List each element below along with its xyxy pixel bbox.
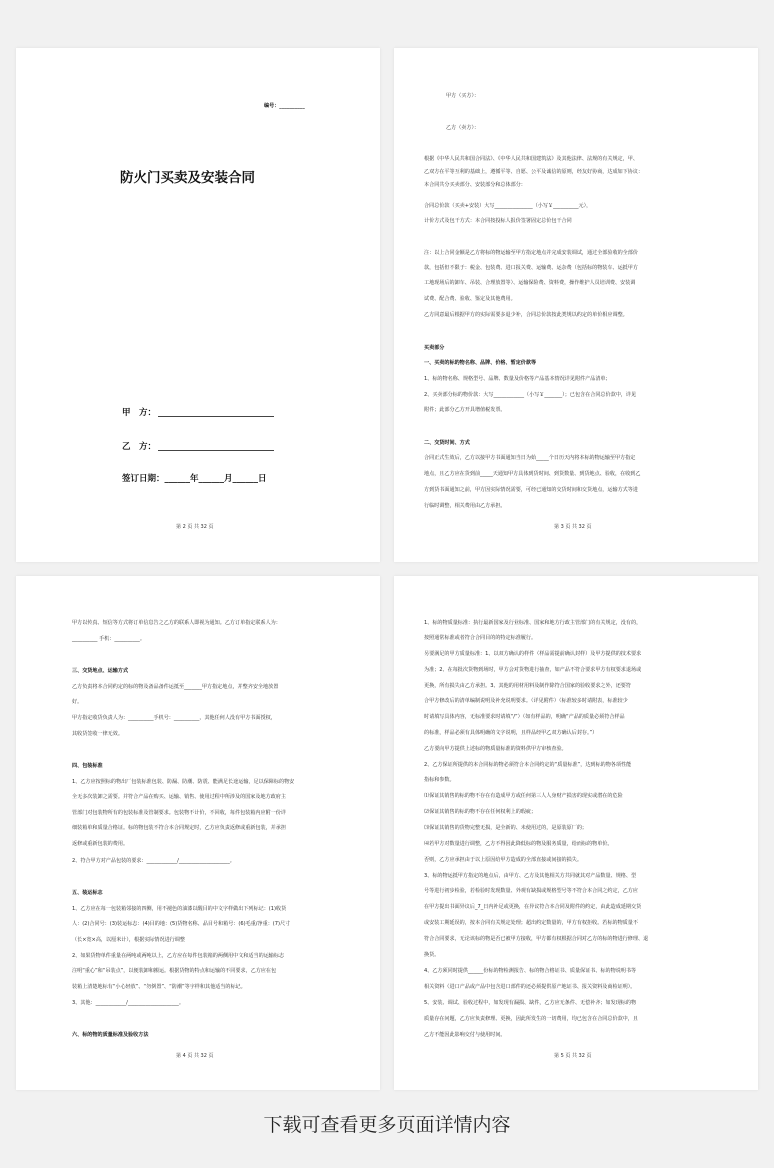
text-line: 合甲方修改后的清单编制说明及补充说明要求。（详见附件）（标准较多时请附表，标准较少 [424, 698, 628, 704]
party-a-blank [158, 416, 274, 417]
text-line: 4、乙方须同时提供______份标的物检测报告、标的物合格证书、质量保证书、标的物说明书等 [424, 968, 637, 974]
text-line: 管部门对包装物所有的包装标准及管制要求。包装物不计价，不回收，每件包装箱内应附一份详 [72, 810, 286, 816]
text-line: 5、安装、调试、验收过程中，如发现有漏损、缺件，乙方应无条件、无偿补齐；如发现标的物 [424, 1000, 637, 1006]
party-b-blank [158, 450, 274, 451]
text-line: __________ 手机：__________。 [72, 636, 145, 642]
section-heading: 二、交货时间、方式 [424, 440, 470, 446]
contract-number-label: 编号：__________ [264, 103, 305, 109]
section-heading: 四、包装标准 [72, 763, 103, 769]
text-line: 2、符合甲方对产品包装的要求：____________/____________________。 [72, 858, 235, 864]
download-caption: 下载可查看更多页面详情内容 [263, 1114, 511, 1136]
text-line: 符合合同要求，无论该标的物是否已被甲方接收，甲方都有权根据合同对乙方的标的物进行修理、退 [424, 936, 649, 942]
text-line: 附件；此部分乙方开具增值税发票。 [424, 407, 506, 413]
text-line: 质量存在问题，乙方应负责修理、更换，因此所发生的一切费用，均已包含在合同总价款中，且 [424, 1016, 638, 1022]
page-footer: 第 5 页 共 32 页 [554, 1053, 592, 1059]
text-line: （长×宽×高，以厘米计），根据实际情况进行调整 [72, 937, 185, 943]
contract-title: 防火门买卖及安装合同 [120, 170, 255, 186]
document-page-4 [16, 576, 380, 1090]
text-line: 甲方指定收货负责人为：__________手机号：__________，其他任何人没有甲方书面授权， [72, 715, 276, 721]
section-heading: 买卖部分 [424, 345, 445, 351]
text-line: 试费、配合费、验收、鉴定及其他费用。 [424, 296, 516, 302]
text-line: 乙方负责将本合同约定的标的物及备品备件运抵至_______甲方指定地点，并整齐安全地放置 [72, 684, 279, 690]
text-line: 其收货签收一律无效。 [72, 731, 123, 737]
text-line: 计价方式及包干方式：本合同按投标人报价签署固定总价包干合同 [424, 218, 572, 224]
text-line: 2、如果货物单件重量在两吨或两吨以上，乙方应在每件包装箱的两侧用中文和适当的运输标志 [72, 953, 285, 959]
section-heading: 六、标的物的质量标准及验收方法 [72, 1032, 149, 1038]
party-b-label: 乙 方： [122, 442, 157, 452]
sign-date-label: 签订日期：______年______月______日 [122, 474, 267, 484]
document-page-3 [394, 48, 758, 562]
text-line: 细装箱单和质量合格证。标的物包装不符合本合同规定时，乙方应负责返修或重新包装，并承担 [72, 825, 286, 831]
page-footer: 第 3 页 共 32 页 [554, 524, 592, 530]
text-line: 甲方（买方）： [446, 93, 480, 99]
text-line: 款，包括但不限于：税金、包装费、进口报关费、运输费、运杂费（包括标的物装车、运抵甲方 [424, 265, 638, 271]
section-heading: 三、交货地点、运输方式 [72, 668, 129, 674]
text-line: 3、其他：____________/____________________。 [72, 1000, 184, 1006]
text-line: 根据《中华人民共和国合同法》、《中华人民共和国建筑法》及其他法律、法规的有关规定，甲、 [424, 156, 638, 162]
text-line: 乙方（卖方）： [446, 125, 480, 131]
text-line: 否则，乙方应承担由于以上原因给甲方造成的全部直接或间接的损失。 [424, 857, 582, 863]
text-line: 乙双方在平等互利的基础上，遵循平等、自愿、公平及诚信的原则，经友好协商，达成如下协议： [424, 169, 644, 175]
text-line: 乙方要向甲方提供上述标的物质量标准的资料供甲方审核查验。 [424, 746, 567, 752]
text-line: 合同正式生效后，乙方以接甲方书面通知当日为始_____个日历天内将本标的物运输至甲方指定 [424, 455, 636, 461]
text-line: 的标准，样品必须有具体明确的文字说明，且样品经甲乙双方确认后封存。”） [424, 730, 598, 736]
text-line: 号等进行初步检验，若检验时发现数量、外观有缺损或规格型号等不符合本合同之约定，乙方应 [424, 888, 638, 894]
text-line: 指标和参数。 [424, 777, 455, 783]
text-line: 2、乙方保证所提供的本合同标的物必须符合本合同约定的“质量标准”，达到标的物各项性能 [424, 762, 632, 768]
text-line: 行临时调整，相关费用由乙方承担。 [424, 503, 506, 509]
text-line: ⑴保证其销售的标的物不存在有造成甲方或任何第三人人身财产损害的现实或潜在的危险 [424, 793, 623, 799]
text-line: 好。 [72, 699, 83, 705]
text-line: 相关资料（进口产品或产品中包含进口部件的还必须提供原产地证书、报关资料及商检证明）。 [424, 984, 636, 990]
text-line: 乙方同意最后根据甲方的实际需要多退少补，合同总价款按此类规以约定的单价相应调整。 [424, 312, 628, 318]
text-line: ⑶保证其销售的货物完整无损，是全新的、未使用过的，是原装原厂的； [424, 825, 588, 831]
text-line: 1、乙方应按照标的物出厂包装标准包装、防漏、防潮、防震、能满足长途运输，足以保障标的物安 [72, 779, 295, 785]
page-footer: 第 2 页 共 32 页 [176, 524, 214, 530]
text-line: 本合同共分买卖部分、安装部分和总体部分： [424, 182, 526, 188]
text-line: 工地现场后的卸车、吊装、合理放置等）、运输保险费、资料费，操作维护人员培训费、安装调 [424, 280, 636, 286]
text-line: 或安装工期延误的，按本合同有关规定处理；超出约定数量的，甲方有权拒收。若标的物质量不 [424, 920, 638, 926]
text-line: 甲方以传真、短信等方式将订单信息告之乙方的联系人即视为通知。乙方订单指定联系人为： [72, 620, 281, 626]
text-line: 更换，所有损失由乙方承担。3、其他的用材用料及制作除符合国家的验收要求之外，还要符 [424, 683, 631, 689]
text-line: 1、标的物质量标准：执行最新国家及行业标准、国家和地方行政主管部门的有关规定，没有的， [424, 620, 642, 626]
text-line: 按照通常标准或者符合合同目的的特定标准履行。 [424, 635, 537, 641]
text-line: 合同总价款（买卖+安装）大写_______________（小写￥__________元）， [424, 203, 592, 209]
text-line: 人：(2)合同号：(3)装运标志：(4)目的地：(5)货物名称、品目号和箱号：(6)毛重/净重：(7)尺寸 [72, 921, 291, 927]
text-line: 1、乙方应在每一包装箱邻接的四侧，用不褪色的油漆以醒目的中文字样做出下列标记：(1)收货 [72, 906, 287, 912]
text-line: 返修或重新包装的费用。 [72, 841, 129, 847]
text-line: 乙方不能因此影响交付与使用时间。 [424, 1032, 506, 1038]
text-line: ⑵保证其销售的标的物不存在任何权利上的瑕疵； [424, 809, 537, 815]
text-line: ⑷若甲方对数量进行调整，乙方不得因此降低标的物及服务质量，给而标的物单价。 [424, 841, 613, 847]
page-footer: 第 4 页 共 32 页 [176, 1053, 214, 1059]
text-line: 注：以上合同金额是乙方将标的物运输至甲方指定地点并完成安装调试，通过全部验收的全部价 [424, 250, 638, 256]
document-page-2 [16, 48, 380, 562]
text-line: 为准；2、在每批次货物到场时，甲方会对货物进行抽查，如产品不符合要求甲方有权要求退场或 [424, 667, 642, 673]
text-line: 2、买卖部分标的物价款：大写____________（小写￥_______）；已包含在合同总价款中，详见 [424, 392, 637, 398]
section-heading: 一、买卖的标的物名称、品牌、价格、暂定价款等 [424, 360, 537, 366]
text-line: 在甲方提出书面异议后_7_日内补足或更换，在异议符合本合同及附件的约定，由此造成延期交货 [424, 904, 642, 910]
section-heading: 五、装运标志 [72, 890, 103, 896]
text-line: 1、标的物名称、规格型号、品牌、数量及价格等产品基本情况详见附件产品清单； [424, 376, 611, 382]
text-line: 3、标的物运抵甲方指定的地点后，由甲方、乙方及其他相关方共同就其对产品数量、规格、型 [424, 873, 637, 879]
text-line: 方到货书面通知之前，甲方因实际情况需要，可经已通知的交货时间和交货地点，运输方式等进 [424, 487, 638, 493]
text-line: 另要满足的甲方质量标准：1、以双方确认的样件（样品需提前确认封样）及甲方提供的技术要求 [424, 651, 642, 657]
text-line: 全无多次装卸之需要。并符合产品在购买、运输、销售、使用过程中所涉及的国家及地方政府主 [72, 794, 286, 800]
text-line: 地点，且乙方应在货到前_____天通知甲方具体到货时间、到货数量、到货地点、验收，在收到乙 [424, 471, 641, 477]
text-line: 装箱上清楚地标有“小心轻放”、“勿倒置”、“防潮”等字样和其他适当的标记。 [72, 984, 246, 990]
party-a-label: 甲 方： [122, 408, 157, 418]
text-line: 时请填写具体内容，无标准要求时请填“/”）（如有样品的，明确“产品的质量必须符合样品 [424, 714, 625, 720]
document-page-5 [394, 576, 758, 1090]
text-line: 注明“重心”和“吊装点”，以便装卸和搬运。根据货物的特点和运输的不同要求，乙方应在包 [72, 968, 277, 974]
text-line: 换货。 [424, 952, 440, 958]
